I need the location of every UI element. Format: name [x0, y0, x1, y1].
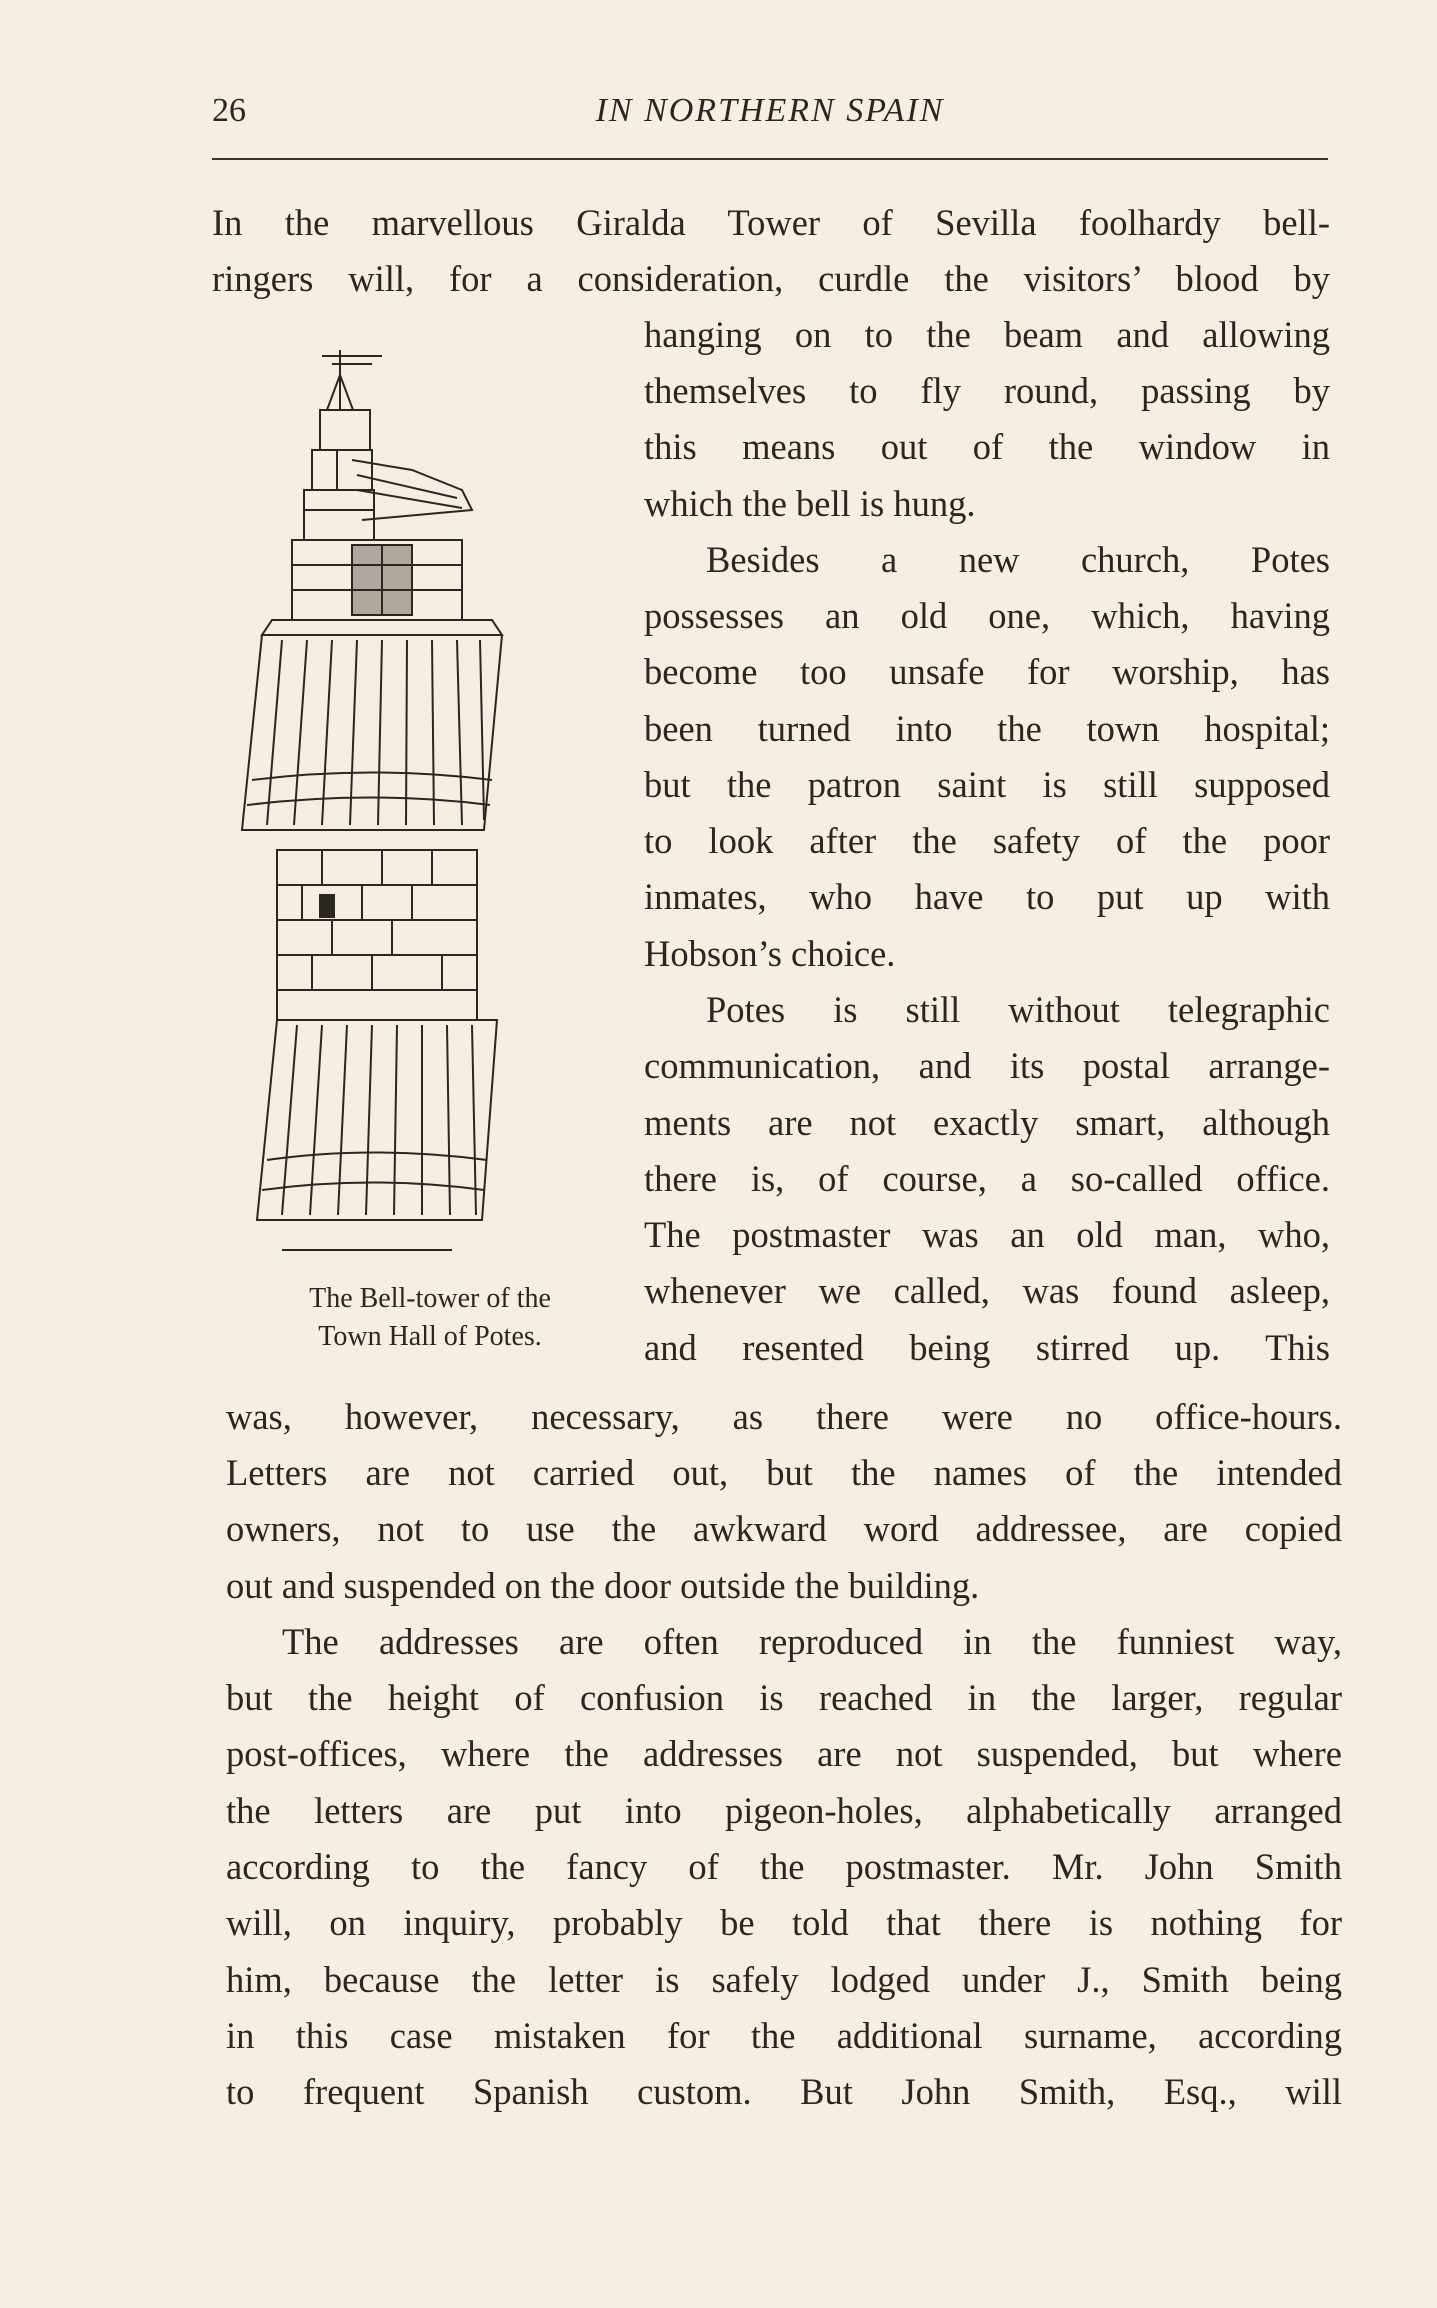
- text-line: Besides a new church, Potes: [706, 539, 1330, 580]
- running-title: IN NORTHERN SPAIN: [595, 92, 945, 129]
- text-line: Letters are not carried out, but the names of the intended: [226, 1452, 1342, 1493]
- text-line: but the patron saint is still supposed: [644, 764, 1330, 805]
- text-line: was, however, necessary, as there were no office-hours.: [226, 1396, 1342, 1437]
- text-line: Potes is still without telegraphic: [706, 989, 1330, 1030]
- page-header: [212, 92, 1328, 142]
- text-line: communication, and its postal arrange-: [644, 1045, 1330, 1086]
- text-line: but the height of confusion is reached in the larger, regular: [226, 1677, 1342, 1718]
- text-line: In the marvellous Giralda Tower of Sevilla foolhardy bell-: [212, 202, 1330, 243]
- header-rule: [212, 158, 1328, 160]
- text-line: ments are not exactly smart, although: [644, 1102, 1330, 1143]
- text-line: him, because the letter is safely lodged under J., Smith being: [226, 1959, 1342, 2000]
- text-line: in this case mistaken for the additional surname, according: [226, 2015, 1342, 2056]
- text-line: to look after the safety of the poor: [644, 820, 1330, 861]
- text-line: hanging on to the beam and allowing: [644, 314, 1330, 355]
- text-line: Hobson’s choice.: [644, 933, 896, 974]
- text-line: themselves to fly round, passing by: [644, 370, 1330, 411]
- text-line: post-offices, where the addresses are not suspended, but where: [226, 1733, 1342, 1774]
- text-line: ringers will, for a consideration, curdle the visitors’ blood by: [212, 258, 1330, 299]
- text-line: will, on inquiry, probably be told that there is nothing for: [226, 1902, 1342, 1943]
- text-line: out and suspended on the door outside the building.: [226, 1565, 980, 1606]
- text-line: been turned into the town hospital;: [644, 708, 1330, 749]
- text-line: The addresses are often reproduced in the funniest way,: [282, 1621, 1342, 1662]
- text-line: inmates, who have to put up with: [644, 876, 1330, 917]
- bell-tower-illustration: [222, 350, 612, 1265]
- text-line: whenever we called, was found asleep,: [644, 1270, 1330, 1311]
- page-number: 26: [212, 92, 246, 129]
- text-line: and resented being stirred up. This: [644, 1327, 1330, 1368]
- text-line: this means out of the window in: [644, 426, 1330, 467]
- text-line: owners, not to use the awkward word addressee, are copied: [226, 1508, 1342, 1549]
- text-line: to frequent Spanish custom. But John Smith, Esq., will: [226, 2071, 1342, 2112]
- text-line: become too unsafe for worship, has: [644, 651, 1330, 692]
- figure-caption: [250, 1280, 610, 1356]
- caption-line: The Bell-tower of the: [309, 1283, 551, 1314]
- text-line: The postmaster was an old man, who,: [644, 1214, 1330, 1255]
- text-line: the letters are put into pigeon-holes, alphabetically arranged: [226, 1790, 1342, 1831]
- text-line: there is, of course, a so-called office.: [644, 1158, 1330, 1199]
- text-line: which the bell is hung.: [644, 483, 976, 524]
- text-line: according to the fancy of the postmaster. Mr. John Smith: [226, 1846, 1342, 1887]
- text-line: possesses an old one, which, having: [644, 595, 1330, 636]
- caption-line: Town Hall of Potes.: [318, 1321, 542, 1352]
